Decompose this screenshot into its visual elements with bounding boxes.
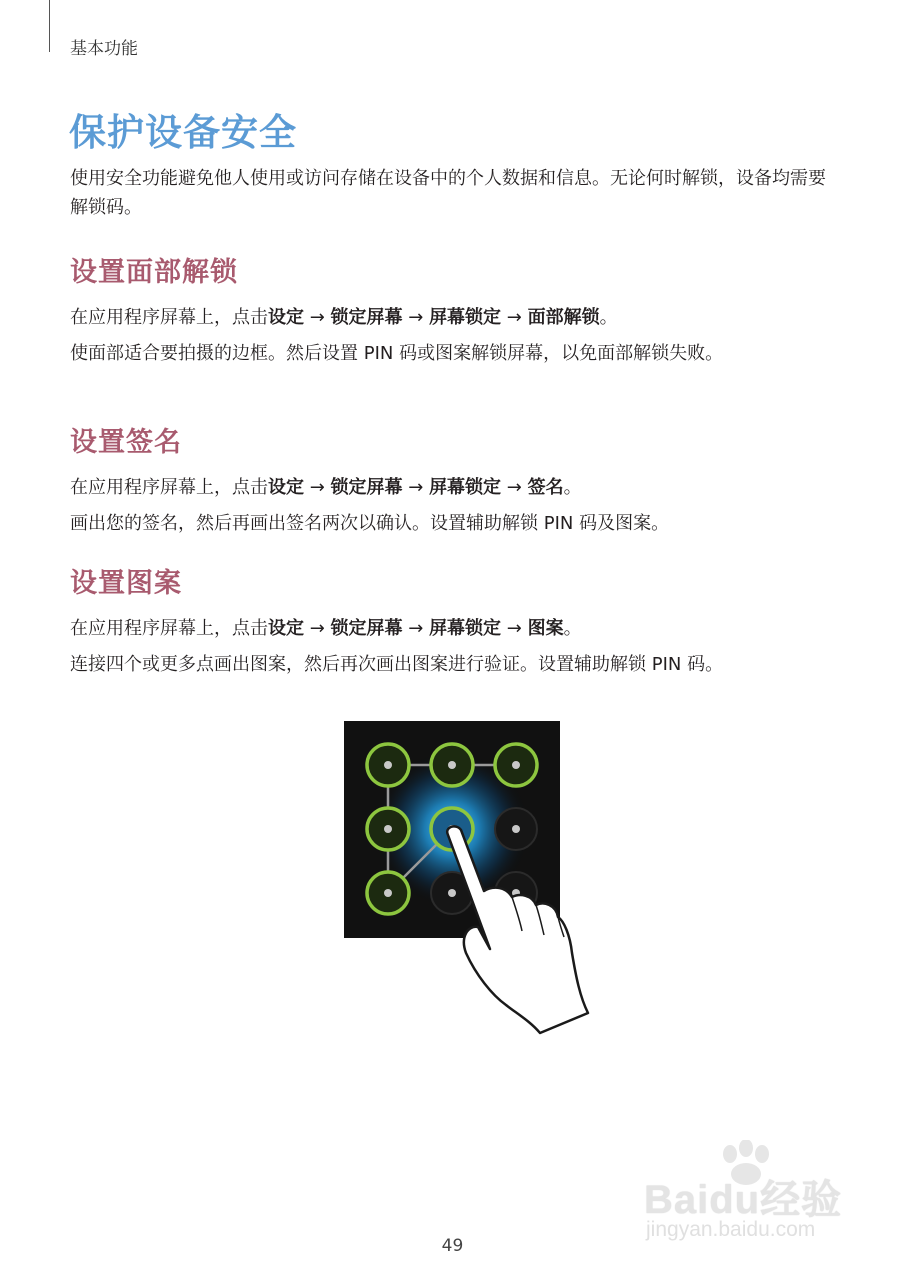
path-step: 屏幕锁定	[429, 618, 502, 639]
path-prefix: 在应用程序屏幕上，点击	[70, 307, 268, 328]
section-heading: 设置图案	[70, 568, 182, 599]
path-arrow: →	[501, 307, 528, 328]
section-signature	[70, 420, 840, 545]
path-arrow: →	[402, 307, 430, 328]
page-title: 保护设备安全	[69, 111, 297, 154]
section-pattern	[70, 561, 840, 686]
path-step: 设定	[268, 477, 304, 498]
path-step: 设定	[268, 307, 304, 328]
baidu-watermark	[640, 1140, 860, 1250]
intro-paragraph: 使用安全功能避免他人使用或访问存储在设备中的个人数据和信息。无论何时解锁，设备均需要解锁码。	[70, 168, 826, 218]
path-suffix: 。	[599, 307, 618, 328]
path-prefix: 在应用程序屏幕上，点击	[70, 477, 268, 498]
section-heading: 设置签名	[70, 427, 182, 458]
running-header: 基本功能	[70, 39, 138, 59]
path-prefix: 在应用程序屏幕上，点击	[70, 618, 268, 639]
pattern-lock-illustration-icon	[344, 721, 604, 1041]
path-step: 锁定屏幕	[330, 618, 403, 639]
watermark-brand: Baidu经验	[644, 1178, 843, 1222]
navigation-path	[70, 614, 840, 643]
section-face-unlock	[70, 250, 840, 375]
path-suffix: 。	[563, 477, 582, 498]
path-step: 图案	[527, 618, 564, 639]
path-arrow: →	[304, 618, 331, 639]
path-arrow: →	[402, 477, 430, 498]
page-number: 49	[441, 1236, 464, 1256]
path-arrow: →	[402, 618, 430, 639]
path-step: 设定	[268, 618, 304, 639]
section-description: 使面部适合要拍摄的边框。然后设置 PIN 码或图案解锁屏幕，以免面部解锁失败。	[70, 343, 724, 364]
watermark-url: jingyan.baidu.com	[646, 1218, 816, 1241]
path-suffix: 。	[563, 618, 582, 639]
header-rule	[49, 0, 50, 52]
section-description: 画出您的签名，然后再画出签名两次以确认。设置辅助解锁 PIN 码及图案。	[70, 513, 670, 534]
section-description: 连接四个或更多点画出图案，然后再次画出图案进行验证。设置辅助解锁 PIN 码。	[70, 654, 724, 675]
navigation-path	[70, 303, 840, 332]
section-heading: 设置面部解锁	[70, 257, 238, 288]
navigation-path	[70, 473, 840, 502]
path-step: 屏幕锁定	[429, 307, 502, 328]
path-step: 锁定屏幕	[330, 477, 403, 498]
path-step: 屏幕锁定	[429, 477, 502, 498]
path-arrow: →	[304, 477, 331, 498]
path-arrow: →	[304, 307, 331, 328]
path-step: 面部解锁	[527, 307, 600, 328]
path-arrow: →	[501, 618, 528, 639]
path-step: 锁定屏幕	[330, 307, 403, 328]
path-step: 签名	[527, 477, 564, 498]
path-arrow: →	[501, 477, 528, 498]
